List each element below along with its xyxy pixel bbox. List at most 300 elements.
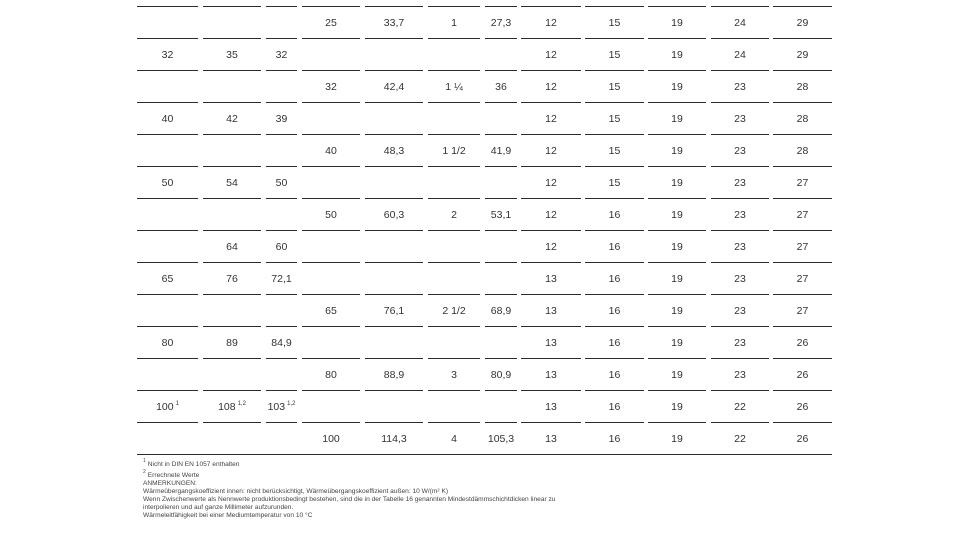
- table-cell: [203, 423, 261, 455]
- cell-rule: [648, 38, 706, 39]
- cell-value: 13: [545, 369, 557, 381]
- table-cell: [428, 423, 480, 455]
- cell-value: 12: [545, 49, 557, 61]
- table-cell: [521, 391, 581, 423]
- table-cell: [773, 103, 832, 135]
- table-cell: [266, 199, 297, 231]
- table-cell: [137, 199, 198, 231]
- cell-value: 16: [608, 337, 621, 349]
- table-cell: [266, 135, 297, 167]
- cell-rule: [137, 134, 198, 135]
- cell-rule: [711, 230, 769, 231]
- cell-value: 12: [545, 113, 557, 125]
- cell-rule: [365, 38, 423, 39]
- table-cell: [648, 167, 706, 199]
- table-cell: [428, 327, 480, 359]
- table-cell: [428, 103, 480, 135]
- cell-value: 42: [226, 113, 238, 125]
- cell-rule: [585, 422, 644, 423]
- cell-rule: [521, 326, 581, 327]
- table-cell: [711, 327, 769, 359]
- cell-value: 23: [734, 209, 746, 221]
- cell-value: 68,9: [490, 305, 512, 317]
- cell-value: 16: [608, 433, 621, 445]
- table-cell: [428, 199, 480, 231]
- table-cell: [648, 263, 706, 295]
- cell-rule: [302, 358, 360, 359]
- table-cell: [302, 199, 360, 231]
- table-cell: [648, 231, 706, 263]
- table-cell: [711, 199, 769, 231]
- cell-value: 76,1: [383, 305, 405, 317]
- cell-rule: [485, 6, 517, 7]
- table-cell: [648, 295, 706, 327]
- cell-rule: [137, 70, 198, 71]
- cell-rule: [365, 326, 423, 327]
- table-cell: [521, 167, 581, 199]
- cell-value: 13: [545, 337, 557, 349]
- cell-rule: [648, 198, 706, 199]
- cell-rule: [521, 422, 581, 423]
- cell-rule: [266, 358, 297, 359]
- table-cell: [585, 295, 644, 327]
- cell-rule: [365, 422, 423, 423]
- table-cell: [428, 391, 480, 423]
- footnote-1: [143, 458, 843, 469]
- table-cell: [585, 167, 644, 199]
- cell-value: 80,9: [490, 369, 512, 381]
- cell-rule: [585, 294, 644, 295]
- cell-rule: [266, 262, 297, 263]
- table-cell: [365, 327, 423, 359]
- cell-rule: [485, 326, 517, 327]
- cell-value: 26: [796, 401, 809, 413]
- cell-rule: [428, 166, 480, 167]
- cell-rule: [711, 198, 769, 199]
- cell-value: 42,4: [383, 81, 405, 93]
- table-cell: [485, 135, 517, 167]
- cell-value: 19: [671, 17, 683, 29]
- cell-rule: [266, 326, 297, 327]
- cell-rule: [521, 134, 581, 135]
- table-cell: [648, 423, 706, 455]
- cell-value: 22: [734, 401, 746, 413]
- table-cell: [648, 39, 706, 71]
- cell-rule: [266, 294, 297, 295]
- table-cell: [365, 359, 423, 391]
- cell-rule: [302, 70, 360, 71]
- cell-rule: [203, 262, 261, 263]
- cell-value: 105,3: [487, 433, 515, 445]
- cell-value: 88,9: [383, 369, 405, 381]
- note-line-4: Wärmeleitfähigkeit bei einer Mediumtemperatur von 10 °C: [143, 512, 313, 520]
- cell-rule: [485, 390, 517, 391]
- table-cell: [773, 423, 832, 455]
- table-cell: [773, 295, 832, 327]
- table-cell: [203, 199, 261, 231]
- cell-rule: [773, 262, 832, 263]
- cell-value: 19: [671, 337, 683, 349]
- cell-rule: [521, 38, 581, 39]
- footnote-1-text: Nicht in DIN EN 1057 enthalten: [147, 461, 240, 469]
- cell-rule: [585, 166, 644, 167]
- cell-value: 19: [671, 433, 683, 445]
- cell-rule: [648, 6, 706, 7]
- cell-value: 39: [275, 113, 288, 125]
- cell-value: 114,3: [381, 433, 407, 445]
- table-cell: [302, 167, 360, 199]
- cell-rule: [203, 38, 261, 39]
- cell-rule: [137, 38, 198, 39]
- cell-rule: [302, 198, 360, 199]
- cell-rule: [428, 102, 480, 103]
- cell-rule: [365, 262, 423, 263]
- cell-value: 19: [671, 369, 683, 381]
- table-cell: [365, 71, 423, 103]
- cell-value: 19: [671, 177, 683, 189]
- table-cell: [266, 167, 297, 199]
- cell-rule: [266, 422, 297, 423]
- cell-rule: [365, 230, 423, 231]
- table-cell: [302, 103, 360, 135]
- table-cell: [365, 103, 423, 135]
- table-cell: [302, 135, 360, 167]
- table-cell: [266, 231, 297, 263]
- table-cell: [711, 295, 769, 327]
- table-cell: [521, 295, 581, 327]
- table-cell: [485, 359, 517, 391]
- table-cell: [485, 423, 517, 455]
- table-cell: [711, 7, 769, 39]
- cell-value: 23: [734, 113, 746, 125]
- cell-value: 108: [218, 401, 236, 413]
- cell-rule: [773, 422, 832, 423]
- table-cell: [203, 231, 261, 263]
- table-cell: [365, 39, 423, 71]
- cell-rule: [648, 102, 706, 103]
- cell-rule: [203, 326, 261, 327]
- table-cell: [302, 71, 360, 103]
- cell-rule: [365, 6, 423, 7]
- table-cell: [203, 39, 261, 71]
- cell-rule: [485, 358, 517, 359]
- table-cell: [203, 359, 261, 391]
- cell-value: 12: [545, 209, 557, 221]
- cell-rule: [266, 230, 297, 231]
- cell-value: 16: [608, 305, 621, 317]
- cell-rule: [648, 262, 706, 263]
- cell-value: 48,3: [383, 145, 405, 157]
- cell-rule: [485, 38, 517, 39]
- cell-rule: [773, 198, 832, 199]
- table-cell: [266, 103, 297, 135]
- cell-value: 35: [226, 49, 238, 61]
- cell-rule: [266, 198, 297, 199]
- cell-value: 12: [545, 145, 557, 157]
- table-cell: [773, 359, 832, 391]
- table-cell: [711, 103, 769, 135]
- cell-value: 54: [226, 177, 238, 189]
- table-cell: [302, 391, 360, 423]
- table-cell: [648, 359, 706, 391]
- table-cell: [648, 103, 706, 135]
- cell-value: 23: [734, 305, 746, 317]
- cell-value: 50: [161, 177, 174, 189]
- cell-rule: [203, 294, 261, 295]
- cell-value: 27: [796, 177, 809, 189]
- cell-rule: [137, 422, 198, 423]
- table-cell: [428, 231, 480, 263]
- table-cell: [365, 199, 423, 231]
- cell-value: 23: [734, 337, 746, 349]
- cell-value: 50: [325, 209, 337, 221]
- cell-rule: [365, 70, 423, 71]
- cell-value: 16: [608, 241, 621, 253]
- notes-heading: ANMERKUNGEN:: [143, 480, 197, 488]
- table-cell: [585, 263, 644, 295]
- cell-value: 12: [545, 177, 557, 189]
- cell-value: 23: [734, 273, 746, 285]
- cell-rule: [428, 230, 480, 231]
- table-cell: [266, 39, 297, 71]
- cell-value: 19: [671, 401, 683, 413]
- cell-rule: [266, 390, 297, 391]
- table-cell: [711, 39, 769, 71]
- cell-rule: [585, 198, 644, 199]
- cell-value: 33,7: [383, 17, 405, 29]
- cell-rule: [711, 166, 769, 167]
- cell-rule: [711, 422, 769, 423]
- table-cell: [485, 103, 517, 135]
- cell-rule: [428, 390, 480, 391]
- table-cell: [428, 295, 480, 327]
- cell-rule: [585, 70, 644, 71]
- cell-value: 19: [671, 81, 683, 93]
- cell-value: 23: [734, 81, 746, 93]
- cell-value: 23: [734, 145, 746, 157]
- cell-rule: [648, 358, 706, 359]
- cell-rule: [773, 358, 832, 359]
- cell-rule: [711, 38, 769, 39]
- table-cell: [648, 327, 706, 359]
- table-cell: [203, 135, 261, 167]
- cell-value: 103: [267, 401, 286, 413]
- cell-value: 60: [275, 241, 288, 253]
- table-cell: [711, 167, 769, 199]
- cell-rule: [137, 6, 198, 7]
- table-cell: [137, 263, 198, 295]
- cell-rule: [585, 6, 644, 7]
- table-cell: [137, 359, 198, 391]
- table-cell: [203, 71, 261, 103]
- table-cell: [485, 199, 517, 231]
- cell-value: 24: [734, 17, 746, 29]
- cell-rule: [428, 326, 480, 327]
- cell-value: 15: [608, 177, 621, 189]
- table-cell: [711, 391, 769, 423]
- cell-rule: [203, 102, 261, 103]
- cell-rule: [302, 134, 360, 135]
- cell-value: 16: [608, 209, 621, 221]
- table-cell: [428, 135, 480, 167]
- table-cell: [485, 231, 517, 263]
- cell-rule: [648, 390, 706, 391]
- cell-rule: [137, 390, 198, 391]
- table-cell: [711, 263, 769, 295]
- cell-rule: [203, 134, 261, 135]
- cell-rule: [585, 134, 644, 135]
- table-cell: [773, 135, 832, 167]
- cell-rule: [302, 390, 360, 391]
- cell-value: 50: [275, 177, 288, 189]
- table-cell: [485, 167, 517, 199]
- table-cell: [302, 423, 360, 455]
- table-cell: [521, 423, 581, 455]
- cell-rule: [711, 390, 769, 391]
- cell-rule: [485, 198, 517, 199]
- cell-rule: [521, 390, 581, 391]
- cell-value: 80: [325, 369, 337, 381]
- table-cell: [428, 71, 480, 103]
- cell-value: 26: [796, 337, 809, 349]
- cell-rule: [585, 390, 644, 391]
- table-cell: [585, 199, 644, 231]
- table-cell: [773, 391, 832, 423]
- cell-rule: [521, 294, 581, 295]
- cell-rule: [203, 230, 261, 231]
- cell-rule: [203, 390, 261, 391]
- cell-rule: [648, 230, 706, 231]
- cell-rule: [585, 102, 644, 103]
- table-cell: [585, 71, 644, 103]
- table-cell: [266, 7, 297, 39]
- cell-value: 16: [608, 401, 621, 413]
- table-cell: [302, 359, 360, 391]
- cell-value: 28: [796, 145, 809, 157]
- cell-value: 13: [545, 433, 557, 445]
- cell-value: 15: [608, 49, 621, 61]
- table-cell: [203, 263, 261, 295]
- table-cell: [302, 263, 360, 295]
- table-cell: [521, 135, 581, 167]
- cell-rule: [137, 262, 198, 263]
- table-cell: [302, 295, 360, 327]
- cell-rule: [521, 198, 581, 199]
- cell-rule: [773, 38, 832, 39]
- table-cell: [428, 167, 480, 199]
- table-cell: [585, 327, 644, 359]
- cell-rule: [648, 134, 706, 135]
- cell-rule: [648, 422, 706, 423]
- cell-rule: [773, 294, 832, 295]
- cell-rule: [428, 358, 480, 359]
- cell-rule: [428, 198, 480, 199]
- table-cell: [266, 263, 297, 295]
- table-cell: [585, 391, 644, 423]
- cell-rule: [648, 166, 706, 167]
- cell-superscript: 1,2: [237, 401, 246, 407]
- cell-rule: [773, 102, 832, 103]
- table-cell: [365, 7, 423, 39]
- cell-rule: [585, 358, 644, 359]
- cell-value: 65: [161, 273, 174, 285]
- table-cell: [266, 423, 297, 455]
- table-cell: [521, 199, 581, 231]
- table-cell: [203, 391, 261, 423]
- table-cell: [428, 263, 480, 295]
- cell-rule: [428, 422, 480, 423]
- cell-rule: [773, 326, 832, 327]
- cell-value: 27: [796, 209, 809, 221]
- table-cell: [585, 231, 644, 263]
- cell-value: 23: [734, 369, 746, 381]
- cell-rule: [773, 390, 832, 391]
- cell-value: 28: [796, 81, 809, 93]
- table-cell: [485, 39, 517, 71]
- cell-value: 29: [796, 17, 809, 29]
- cell-value: 27: [796, 241, 809, 253]
- cell-value: 29: [796, 49, 809, 61]
- table-cell: [428, 359, 480, 391]
- cell-rule: [485, 166, 517, 167]
- cell-value: 23: [734, 177, 746, 189]
- note-line-1: Wärmeübergangskoeffizient innen: nicht berücksichtigt, Wärmeübergangskoeffizient außen: 10 W/(m² K): [143, 488, 449, 496]
- cell-value: 19: [671, 305, 683, 317]
- cell-rule: [137, 294, 198, 295]
- footnote-1-mark: 1: [143, 458, 146, 464]
- cell-value: 19: [671, 209, 683, 221]
- table-cell: [585, 423, 644, 455]
- cell-value: 25: [325, 17, 337, 29]
- table-notes: [143, 458, 843, 520]
- cell-rule: [203, 358, 261, 359]
- cell-rule: [773, 134, 832, 135]
- cell-value: 26: [796, 369, 809, 381]
- cell-value: 32: [161, 49, 174, 61]
- cell-rule: [521, 70, 581, 71]
- cell-rule: [773, 230, 832, 231]
- table-cell: [302, 7, 360, 39]
- cell-rule: [137, 358, 198, 359]
- table-cell: [266, 295, 297, 327]
- cell-rule: [521, 102, 581, 103]
- cell-rule: [428, 134, 480, 135]
- cell-rule: [428, 6, 480, 7]
- cell-value: 32: [325, 81, 337, 93]
- table-cell: [585, 135, 644, 167]
- cell-rule: [711, 70, 769, 71]
- cell-value: 16: [608, 369, 621, 381]
- cell-rule: [521, 6, 581, 7]
- table-cell: [137, 71, 198, 103]
- cell-value: 13: [545, 401, 557, 413]
- cell-value: 53,1: [490, 209, 512, 221]
- cell-rule: [485, 422, 517, 423]
- table-cell: [711, 135, 769, 167]
- footnote-2: [143, 469, 843, 480]
- cell-value: 19: [671, 49, 683, 61]
- table-bottom-rule: [137, 454, 832, 455]
- cell-rule: [428, 294, 480, 295]
- table-cell: [203, 103, 261, 135]
- cell-rule: [266, 38, 297, 39]
- cell-rule: [203, 422, 261, 423]
- table-cell: [773, 327, 832, 359]
- cell-rule: [648, 294, 706, 295]
- table-cell: [365, 391, 423, 423]
- cell-rule: [428, 262, 480, 263]
- cell-rule: [585, 326, 644, 327]
